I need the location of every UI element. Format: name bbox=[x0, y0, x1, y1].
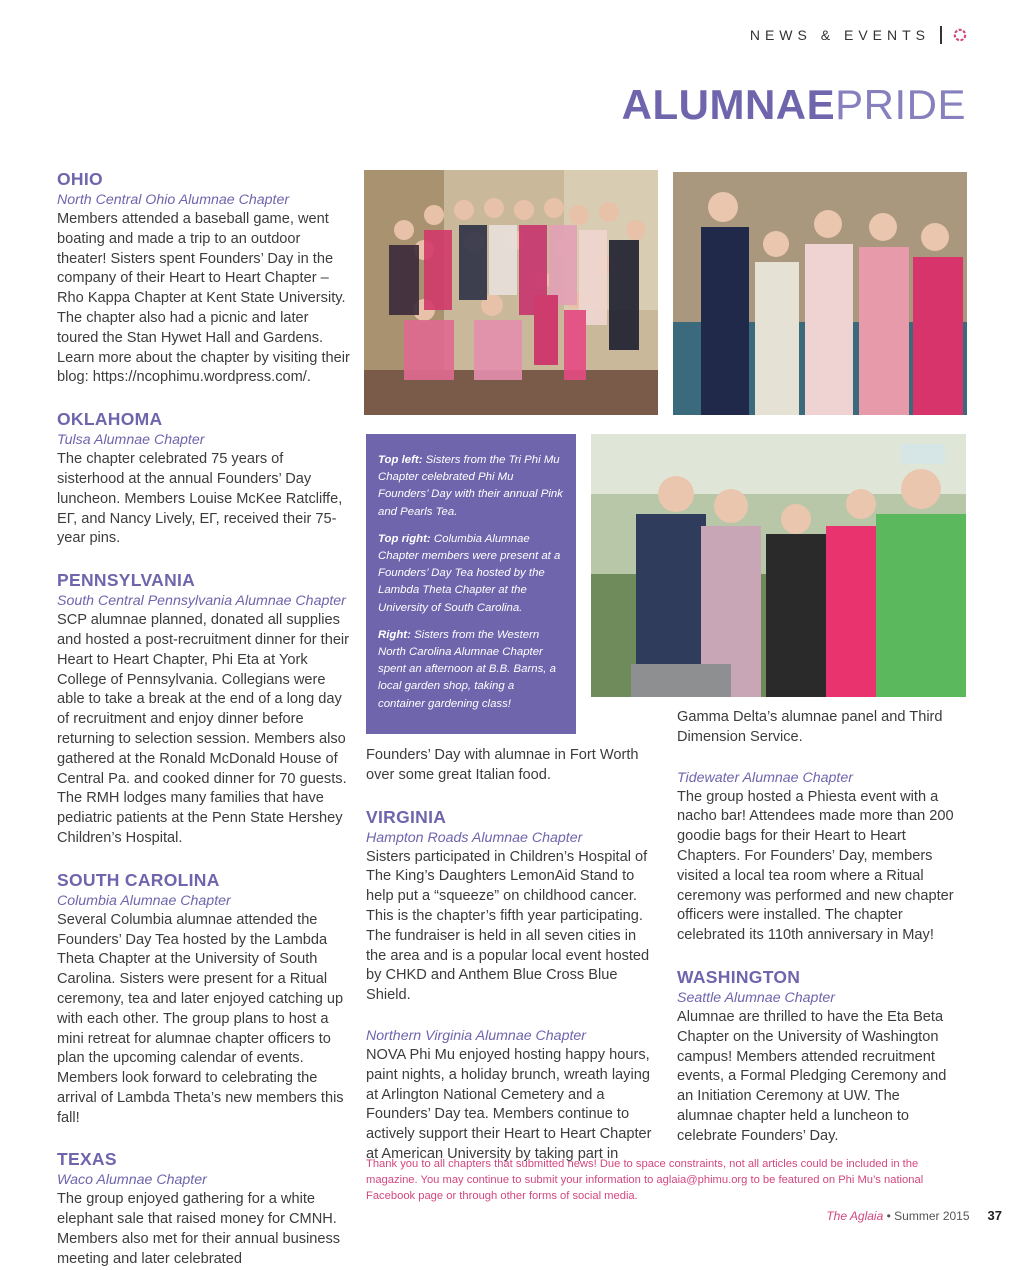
page-number: 37 bbox=[987, 1208, 1002, 1223]
women-photo-image bbox=[673, 172, 967, 415]
chapter-name: Seattle Alumnae Chapter bbox=[677, 989, 835, 1006]
chapter-name: Waco Alumnae Chapter bbox=[57, 1172, 207, 1189]
section-label: NEWS & EVENTS bbox=[749, 27, 930, 43]
page-title-light: PRIDE bbox=[835, 81, 966, 128]
divider bbox=[940, 26, 942, 44]
photo-top-right bbox=[673, 172, 967, 415]
garden-photo-image bbox=[591, 434, 966, 697]
state-heading: PENNSYLVANIA bbox=[57, 570, 196, 591]
caption-top-left: Top left: Sisters from the Tri Phi Mu Chapter celebrated Phi Mu Founders’ Day with their annual Pink and Pearls Tea. bbox=[378, 454, 563, 518]
submission-note: Thank you to all chapters that submitted news! Due to space constraints, not all articles could be included in the magazine. You may continue to submit your information to aglaia@phimu.org to be featured on Phi Mu’s national Facebook page or through other forms of social media. bbox=[366, 1158, 924, 1202]
chapter-name: Tulsa Alumnae Chapter bbox=[57, 432, 205, 449]
magazine-name: The Aglaia bbox=[826, 1209, 884, 1223]
column-2 bbox=[366, 746, 660, 1165]
article-text: Several Columbia alumnae attended the Founders’ Day Tea hosted by the Lambda Theta Chapter at the University of South Carolina. Sisters were present for a Ritual ceremony, tea and later enjoyed catching up with each other. The group plans to host a mini retreat for alumnae chapter officers to plan the upcoming calendar of events. Members look forward to celebrating the arrival of Lambda Theta’s new members this fall! bbox=[57, 911, 344, 1126]
article-text: Members attended a baseball game, went boating and made a trip to an outdoor theater! Sisters spent Founders’ Day in the company of their Heart to Heart Chapter – Rho Kappa Chapter at Kent State University. The chapter also had a picnic and later toured the Stan Hywet Hall and Gardens. Learn more about the chapter by visiting their blog: https://ncophimu.wordpress.com/. bbox=[57, 211, 350, 386]
issue-info bbox=[826, 1209, 969, 1223]
state-heading: SOUTH CAROLINA bbox=[57, 869, 220, 890]
article-text: NOVA Phi Mu enjoyed hosting happy hours, paint nights, a holiday brunch, wreath laying at Arlington National Cemetery and a Founders’ Day tea. Members continue to actively support their Heart to Heart Chapter at American University by taking part in bbox=[366, 1046, 652, 1162]
page-footer bbox=[826, 1208, 1002, 1223]
article-text: Gamma Delta’s alumnae panel and Third Dimension Service. bbox=[677, 709, 943, 745]
chapter-name: Northern Virginia Alumnae Chapter bbox=[366, 1027, 587, 1044]
photo-top-left bbox=[364, 170, 658, 415]
photo-captions bbox=[366, 434, 576, 734]
column-3 bbox=[677, 708, 957, 1147]
page-title-bold: ALUMNAE bbox=[621, 81, 836, 128]
state-heading: TEXAS bbox=[57, 1149, 117, 1170]
issue-label: • Summer 2015 bbox=[886, 1209, 970, 1223]
chapter-name: South Central Pennsylvania Alumnae Chapter bbox=[57, 593, 346, 610]
state-heading: WASHINGTON bbox=[677, 966, 801, 987]
caption-right: Right: Sisters from the Western North Carolina Alumnae Chapter spent an afternoon at B.B. Barns, a local garden shop, taking a container gardening class! bbox=[378, 628, 556, 710]
article-text: Alumnae are thrilled to have the Eta Beta Chapter on the University of Washington campus! Members attended recruitment events, a Formal Pledging Ceremony and an Initiation Ceremony at UW. The alumnae chapter held a luncheon to celebrate Founders’ Day. bbox=[677, 1008, 947, 1144]
article-text: The chapter celebrated 75 years of sisterhood at the annual Founders’ Day luncheon. Members Louise McKee Ratcliffe, EΓ, and Nancy Lively, EΓ, received their 75-year pins. bbox=[57, 451, 343, 547]
article-text: The group enjoyed gathering for a white elephant sale that raised money for CMNH. Members also met for their annual business meeting and later celebrated bbox=[57, 1191, 341, 1267]
state-heading: OHIO bbox=[57, 169, 103, 189]
chapter-name: Tidewater Alumnae Chapter bbox=[677, 769, 853, 786]
article-text: Sisters participated in Children’s Hospital of The King’s Daughters LemonAid Stand to help put a “squeeze” on childhood cancer. This is the chapter’s fifth year participating. The fundraiser is held in all seven cities in the area and is a popular local event hosted by CHKD and Anthem Blue Cross Blue Shield. bbox=[366, 848, 650, 1004]
state-heading: VIRGINIA bbox=[366, 806, 447, 827]
chapter-name: North Central Ohio Alumnae Chapter bbox=[57, 192, 290, 208]
flower-icon bbox=[952, 27, 968, 43]
article-text: SCP alumnae planned, donated all supplies and hosted a post-recruitment dinner for their Heart to Heart Chapter, Phi Eta at York College of Pennsylvania. Collegians were able to take a break at the end of a long day of recruitment and enjoy dinner before returning to selection session. Members also gathered at the Ronald McDonald House of Central Pa. and cooked dinner for 70 guests. The RMH lodges many families that have pediatric patients at the Penn State Hershey Children’s Hospital. bbox=[57, 612, 350, 846]
section-header bbox=[750, 26, 968, 44]
column-1 bbox=[57, 168, 353, 1270]
article-text: The group hosted a Phiesta event with a nacho bar! Attendees made more than 200 goodie bags for their Heart to Heart Chapters. For Founders’ Day, members visited a local tea room where a Ritual ceremony was performed and new chapter officers were installed. The chapter celebrated its 110th anniversary in May! bbox=[677, 788, 954, 944]
page-title bbox=[621, 81, 966, 128]
group-photo-image bbox=[364, 170, 658, 415]
chapter-name: Hampton Roads Alumnae Chapter bbox=[366, 829, 583, 846]
chapter-name: Columbia Alumnae Chapter bbox=[57, 892, 231, 909]
caption-top-right: Top right: Columbia Alumnae Chapter members were present at a Founders’ Day Tea hosted by the Lambda Theta Chapter at the University of South Carolina. bbox=[378, 532, 561, 614]
state-heading: OKLAHOMA bbox=[57, 409, 163, 430]
article-text: Founders’ Day with alumnae in Fort Worth over some great Italian food. bbox=[366, 747, 639, 783]
photo-right bbox=[591, 434, 966, 697]
